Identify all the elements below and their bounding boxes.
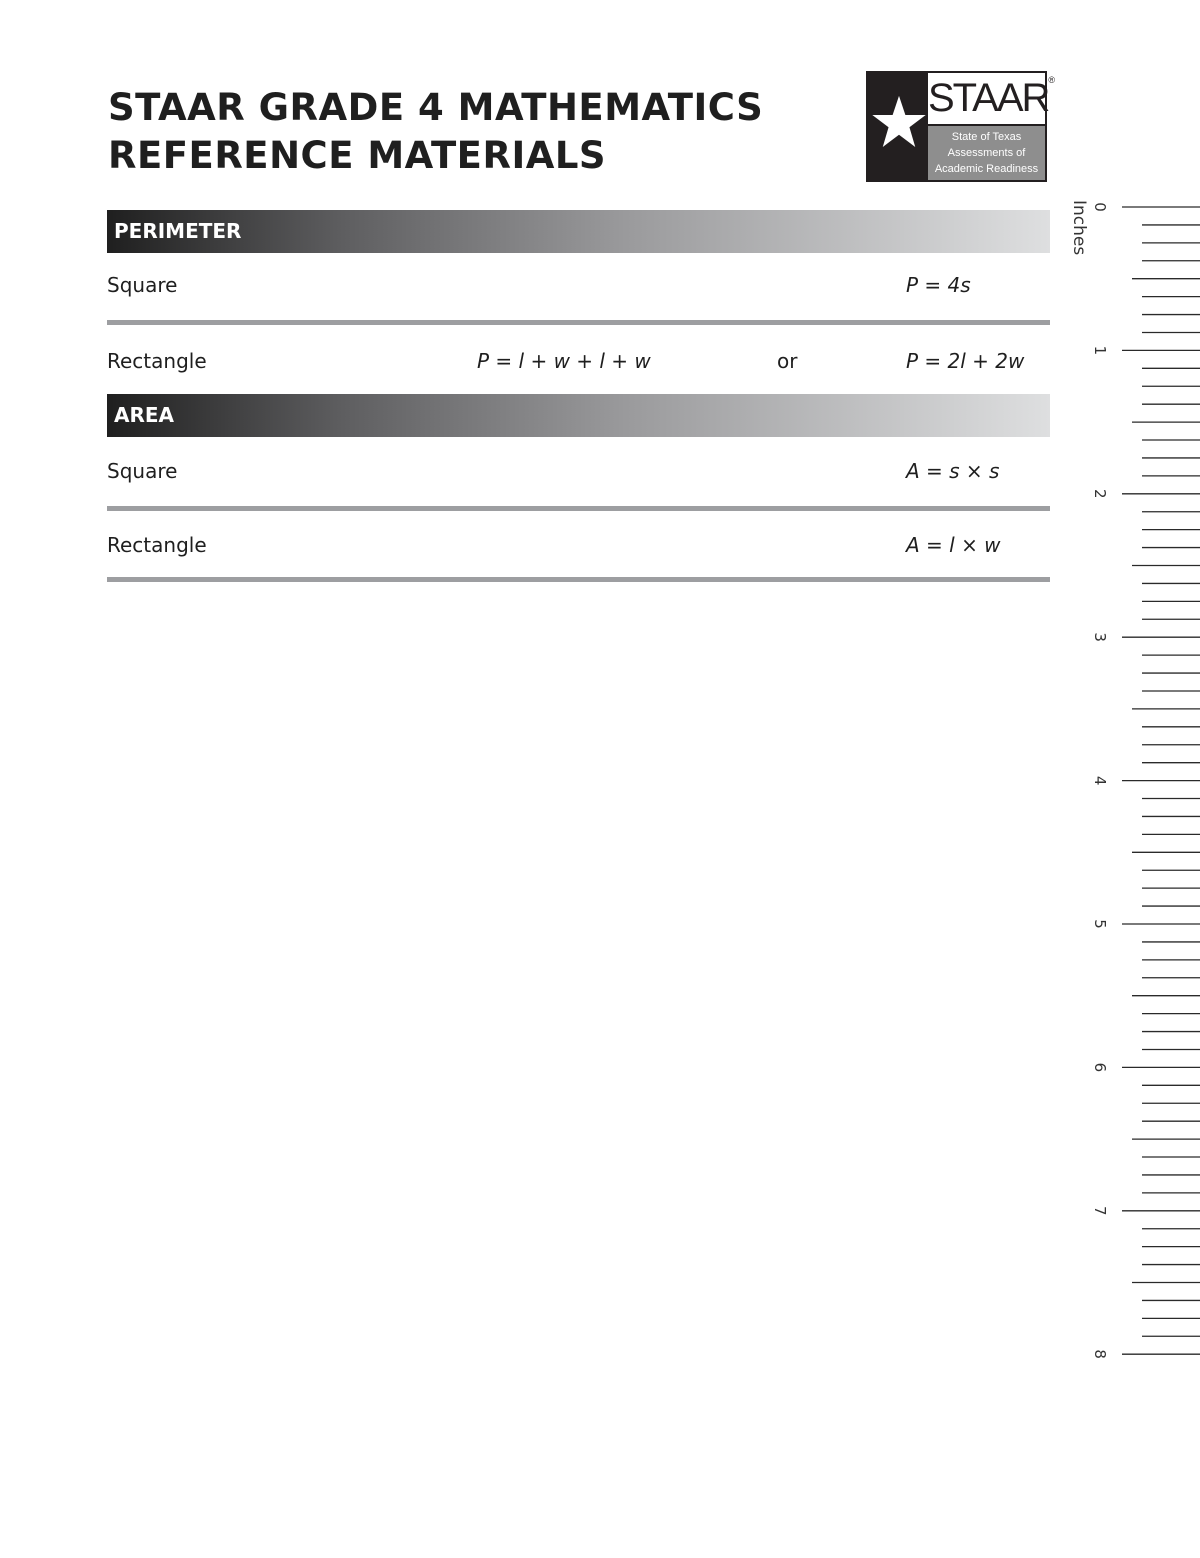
logo-subtitle: State of Texas Assessments of Academic Readiness [928,126,1045,180]
ruler-number: 3 [1091,632,1109,642]
perimeter-rectangle-formula-1: P = l + w + l + w [477,349,651,373]
divider [107,506,1050,511]
ruler-number: 1 [1091,345,1109,356]
area-rectangle-label: Rectangle [107,533,207,557]
ruler-number: 4 [1091,775,1109,786]
ruler-number: 0 [1091,202,1109,212]
perimeter-square-label: Square [107,273,178,297]
staar-logo [866,71,1056,182]
perimeter-rectangle-label: Rectangle [107,349,207,373]
ruler-unit-label: Inches [1069,200,1089,256]
inch-ruler [1060,195,1200,1375]
title-line-1: STAAR GRADE 4 MATHEMATICS [108,86,764,129]
divider [107,320,1050,325]
ruler-number: 8 [1091,1349,1109,1359]
ruler-number: 6 [1091,1062,1109,1073]
area-square-formula: A = s × s [906,459,1000,483]
ruler-number: 2 [1091,489,1109,499]
area-rectangle-formula: A = l × w [906,533,1001,557]
divider [107,577,1050,582]
or-connector: or [777,349,798,373]
perimeter-rectangle-formula-2: P = 2l + 2w [906,349,1025,373]
title-line-2: REFERENCE MATERIALS [108,134,607,177]
area-square-label: Square [107,459,178,483]
page-title [108,84,848,180]
perimeter-heading-band [107,210,1050,253]
ruler-number: 7 [1091,1206,1109,1216]
area-heading-band [107,394,1050,437]
perimeter-heading: PERIMETER [114,219,242,243]
logo-wordmark: STAAR® [928,73,1045,124]
perimeter-square-formula: P = 4s [906,273,971,297]
area-heading: AREA [114,403,175,427]
ruler-number: 5 [1091,919,1109,929]
star-icon [870,93,928,151]
